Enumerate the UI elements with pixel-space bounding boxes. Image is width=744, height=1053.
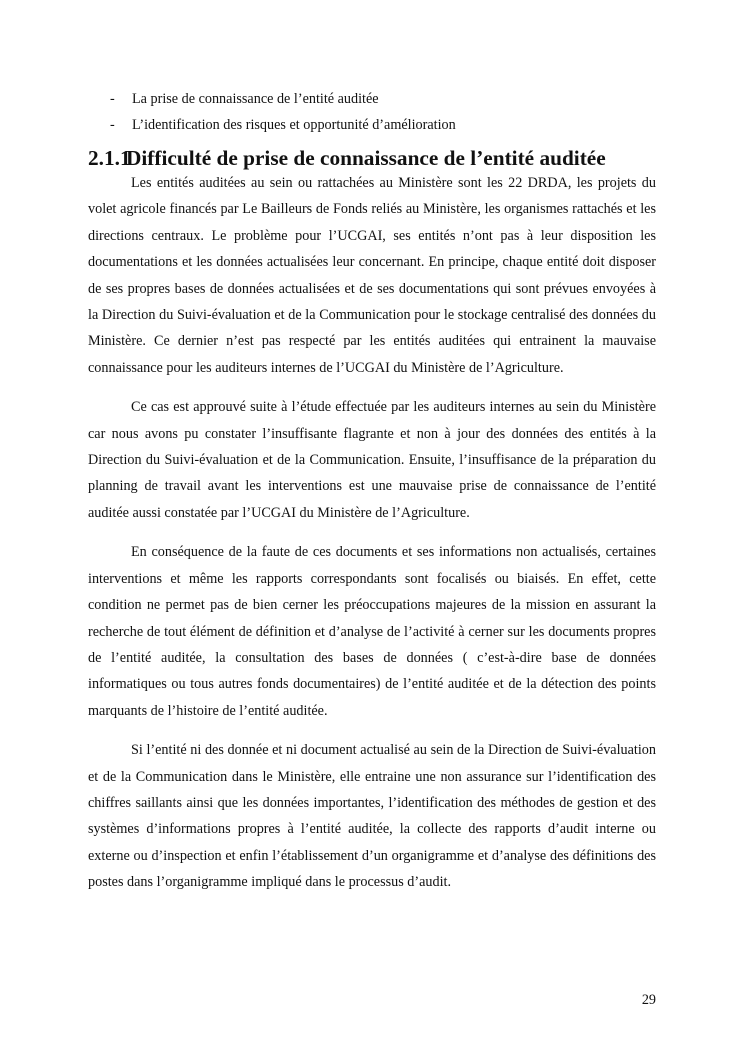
section-title: Difficulté de prise de connaissance de l’entité auditée — [126, 146, 606, 170]
list-item — [88, 86, 656, 112]
bullet-dash: - — [110, 91, 115, 107]
list-item — [88, 112, 656, 138]
bullet-text: La prise de connaissance de l’entité auditée — [132, 91, 379, 107]
paragraph: Si l’entité ni des donnée et ni document actualisé au sein de la Direction de Suivi-évaluation et de la Communication dans le Ministère, elle entraine une non assurance sur l’identification des chiffres saillants ainsi que les données importantes, l’identification des méthodes de gestion et des systèmes d’informations propres à l’entité auditée, la collecte des rapports d’audit interne ou externe ou d’inspection et enfin l’établissement d’un organigramme et d’analyse des définitions des postes dans l’organigramme impliqué dans le processus d’audit. — [88, 742, 656, 891]
paragraph: Ce cas est approuvé suite à l’étude effectuée par les auditeurs internes au sein du Ministère car nous avons pu constater l’insuffisante flagrante et non à jour des données des entités à la Direction du Suivi-évaluation et de la Communication. Ensuite, l’insuffisance de la préparation du planning de travail avant les interventions est une mauvaise prise de connaissance de l’entité auditée aussi constatée par l’UCGAI du Ministère de l’Agriculture. — [88, 399, 656, 521]
bullet-dash: - — [110, 117, 115, 133]
bullet-list — [88, 86, 656, 138]
page-number: 29 — [641, 992, 656, 1008]
bullet-text: L’identification des risques et opportunité d’amélioration — [132, 117, 456, 133]
section-heading — [88, 146, 656, 170]
paragraph: Les entités auditées au sein ou rattachées au Ministère sont les 22 DRDA, les projets du volet agricole financés par Le Bailleurs de Fonds reliés au Ministère, les organismes rattachés et les directions centraux. Le problème pour l’UCGAI, ses entités n’ont pas à leur disposition les documentations et les données actualisées leur concernant. En principe, chaque entité doit disposer de ses propres bases de données actualisées et de ses documentations qui sont prévues envoyées à la Direction du Suivi-évaluation et de la Communication pour le stockage centralisé des données du Ministère. Ce dernier n’est pas respecté par les entités auditées qui entrainent la mauvaise connaissance pour les auditeurs internes de l’UCGAI du Ministère de l’Agriculture. — [88, 175, 656, 376]
page-content — [88, 86, 656, 896]
section-number: 2.1.1 — [88, 146, 131, 170]
paragraph: En conséquence de la faute de ces documents et ses informations non actualisés, certaines interventions et même les rapports correspondants sont focalisés ou biaisés. En effet, cette condition ne permet pas de bien cerner les préoccupations majeures de la mission en assurant la recherche de tout élément de définition et d’analyse de l’activité à cerner sur les documents propres de l’entité auditée, la consultation des bases de données ( c’est-à-dire base de données informatiques ou tous autres fonds documentaires) de l’entité auditée et de la détection des points marquants de l’histoire de l’entité auditée. — [88, 544, 656, 719]
